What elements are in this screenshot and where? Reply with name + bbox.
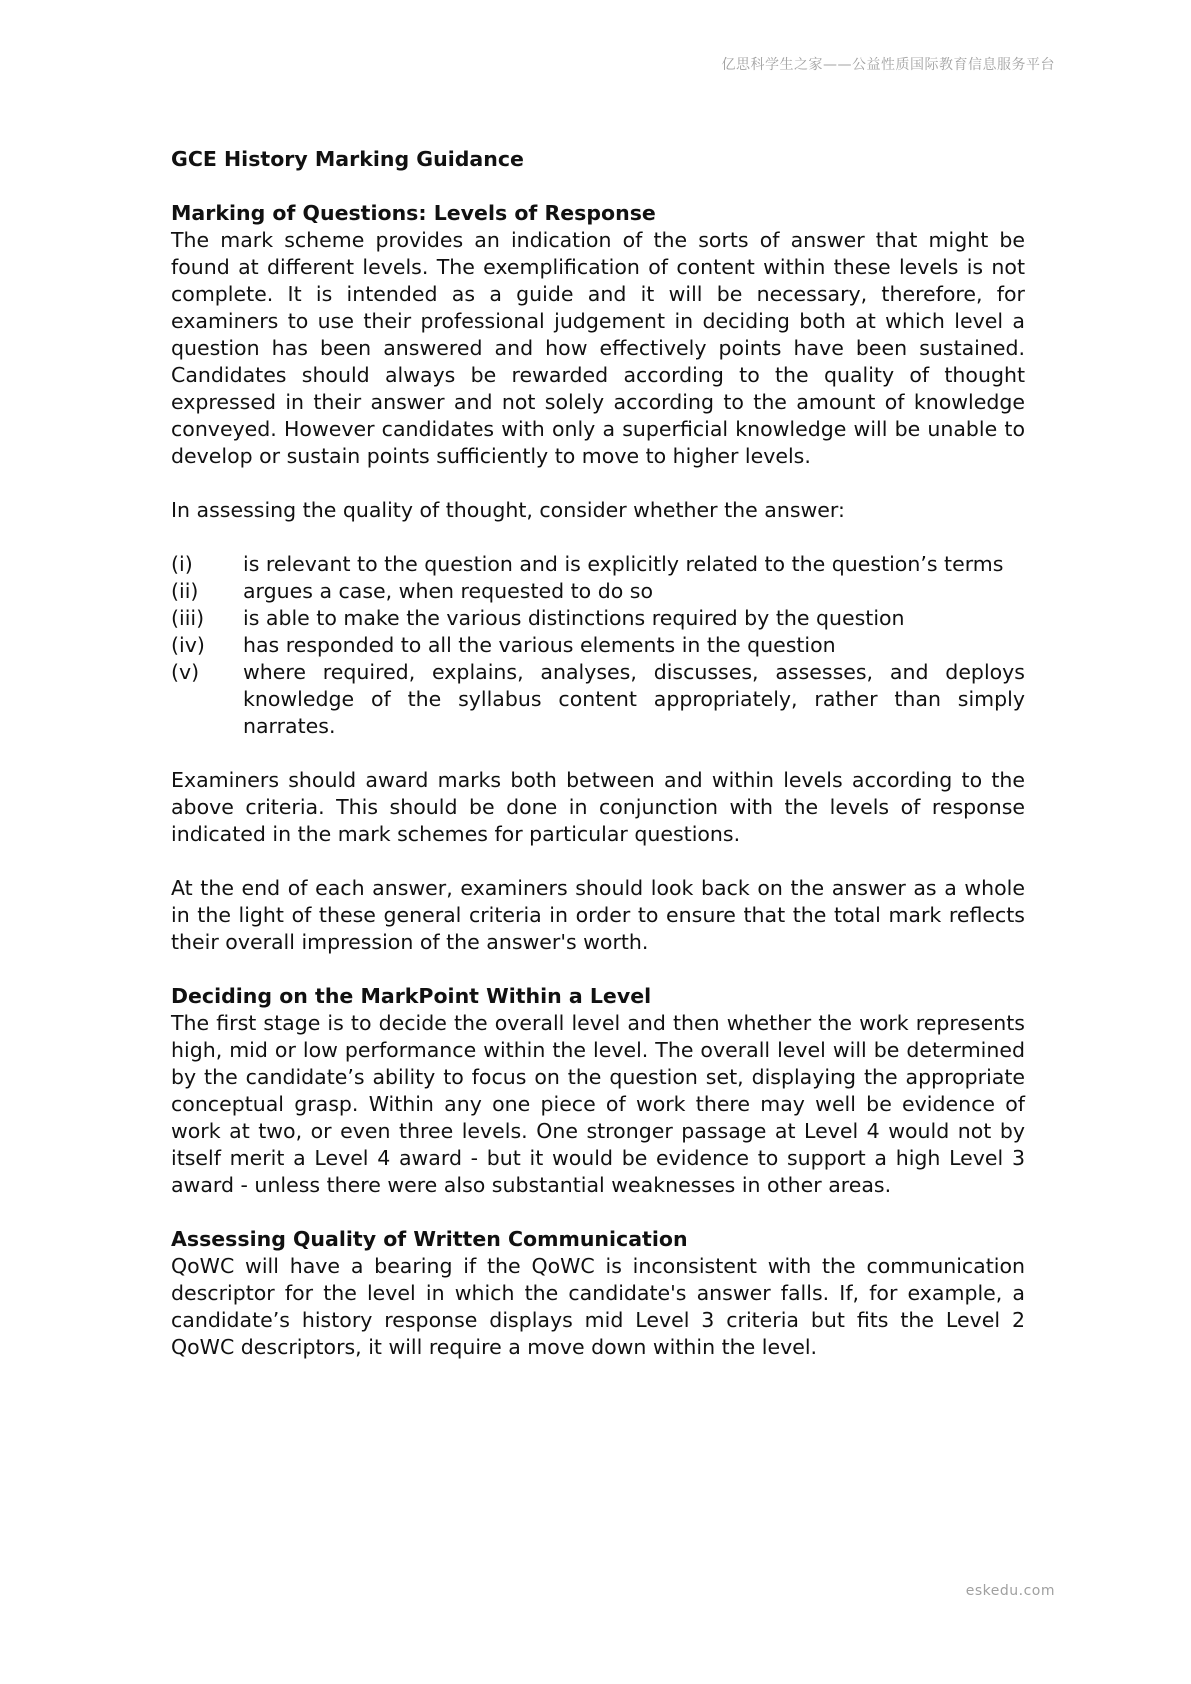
list-item-text: is able to make the various distinctions required by the question [243,606,905,630]
list-item-text: where required, explains, analyses, discusses, assesses, and deploys knowledge of the syllabus content appropriately, rather than simply narrates. [243,660,1025,738]
document-title: GCE History Marking Guidance [171,147,524,171]
list-item-text: has responded to all the various elements in the question [243,633,836,657]
list-item [171,659,1025,740]
criteria-list [171,551,1025,740]
list-item-text: is relevant to the question and is explicitly related to the question’s terms [243,552,1004,576]
list-item [171,578,1025,605]
list-item [171,632,1025,659]
section-heading-markpoint: Deciding on the MarkPoint Within a Level [171,984,652,1008]
list-item-number: (ii) [171,579,199,603]
list-item-number: (v) [171,660,200,684]
list-item-number: (iii) [171,606,205,630]
section-heading-levels-of-response: Marking of Questions: Levels of Response [171,201,656,225]
section-heading-qowc: Assessing Quality of Written Communication [171,1227,688,1251]
paragraph-end-of-answer: At the end of each answer, examiners should look back on the answer as a whole in the light of these general criteria in order to ensure that the total mark reflects their overall impression of the answer's worth. [171,876,1025,954]
document-body [171,146,1025,1361]
paragraph-quality-of-thought: In assessing the quality of thought, consider whether the answer: [171,498,845,522]
paragraph-qowc: QoWC will have a bearing if the QoWC is inconsistent with the communication descriptor for the level in which the candidate's answer falls. If, for example, a candidate’s history response displays mid Level 3 criteria but fits the Level 2 QoWC descriptors, it will require a move down within the level. [171,1254,1025,1359]
header-watermark-text: 亿思科学生之家——公益性质国际教育信息服务平台 [721,57,1055,73]
paragraph-award-marks: Examiners should award marks both between and within levels according to the above criteria. This should be done in conjunction with the levels of response indicated in the mark schemes for particular questions. [171,768,1025,846]
paragraph-mark-scheme: The mark scheme provides an indication of the sorts of answer that might be found at different levels. The exemplification of content within these levels is not complete. It is intended as a guide and it will be necessary, therefore, for examiners to use their professional judgement in deciding both at which level a question has been answered and how effectively points have been sustained. Candidates should always be rewarded according to the quality of thought expressed in their answer and not solely according to the amount of knowledge conveyed. However candidates with only a superficial knowledge will be unable to develop or sustain points sufficiently to move to higher levels. [171,228,1025,468]
list-item-number: (i) [171,552,193,576]
list-item [171,605,1025,632]
list-item-number: (iv) [171,633,205,657]
list-item [171,551,1025,578]
paragraph-deciding-level: The first stage is to decide the overall level and then whether the work represents high, mid or low performance within the level. The overall level will be determined by the candidate’s ability to focus on the question set, displaying the appropriate conceptual grasp. Within any one piece of work there may well be evidence of work at two, or even three levels. One stronger passage at Level 4 would not by itself merit a Level 4 award - but it would be evidence to support a high Level 3 award - unless there were also substantial weaknesses in other areas. [171,1011,1025,1197]
footer-watermark-text: eskedu.com [965,1583,1055,1599]
list-item-text: argues a case, when requested to do so [243,579,654,603]
